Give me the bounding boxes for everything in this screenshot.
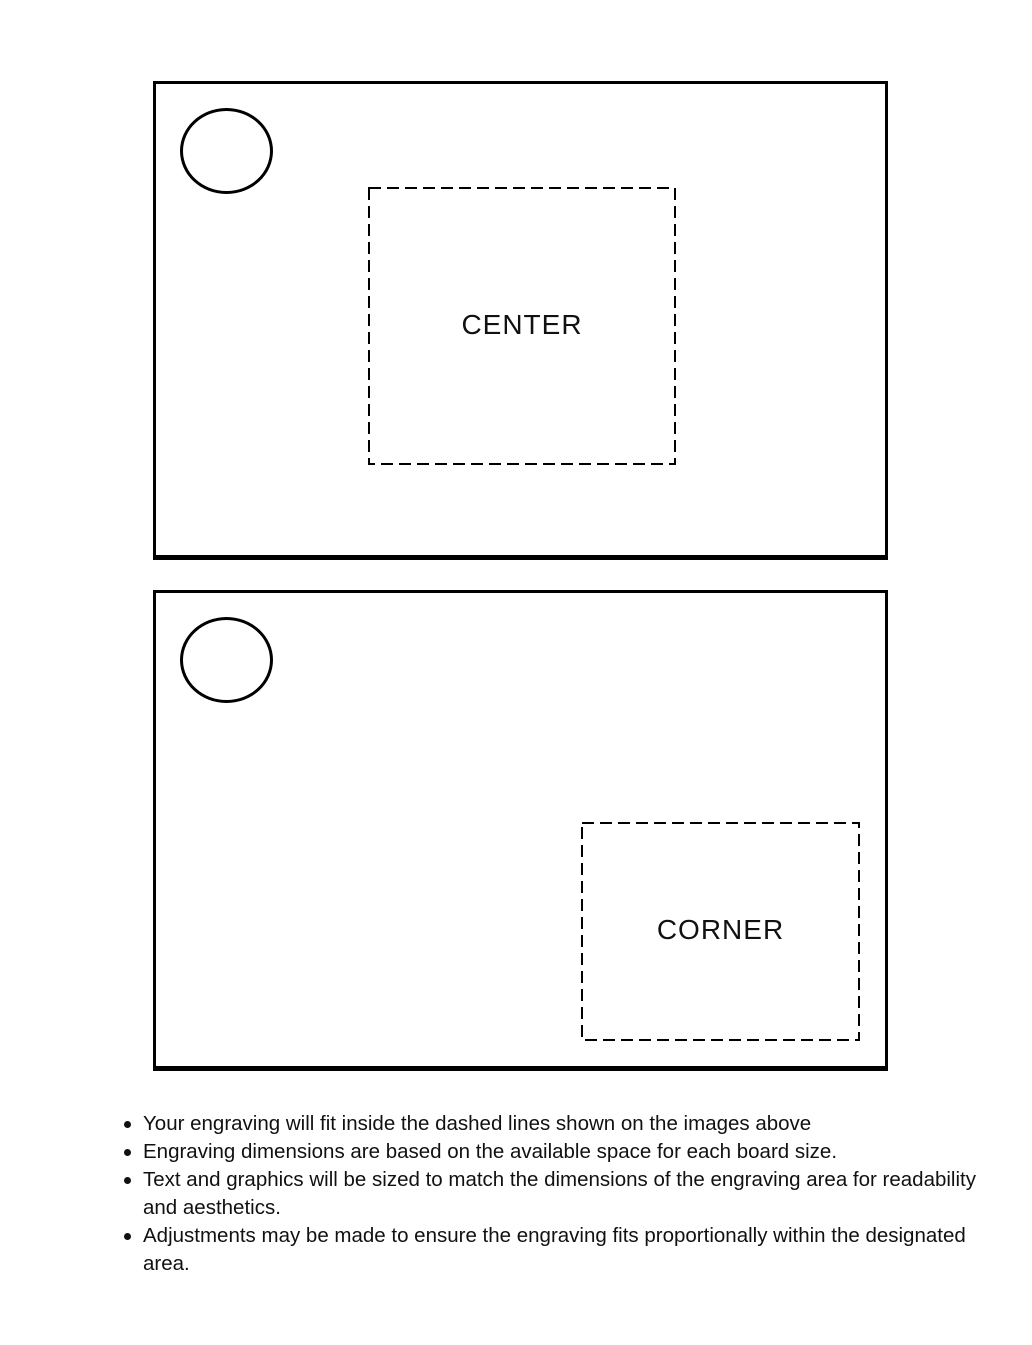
- zone-label-center: CENTER: [461, 309, 583, 340]
- engraving-zone-corner: [581, 822, 860, 1041]
- hanging-hole-icon: [180, 108, 273, 194]
- bullet-icon: [124, 1121, 131, 1128]
- hanging-hole-icon: [180, 617, 273, 703]
- zone-label-corner: CORNER: [656, 914, 785, 945]
- list-item: [120, 1138, 980, 1166]
- list-item: [120, 1222, 980, 1278]
- bullet-icon: [124, 1177, 131, 1184]
- note-text: Text and graphics will be sized to match the dimensions of the engraving area for readability and aesthetics.: [143, 1168, 976, 1219]
- bullet-icon: [124, 1149, 131, 1156]
- list-item: [120, 1166, 980, 1222]
- engraving-notes-list: [120, 1110, 980, 1278]
- note-text: Your engraving will fit inside the dashed lines shown on the images above: [143, 1112, 812, 1135]
- cutting-board-corner-diagram: [153, 590, 888, 1071]
- note-text: Adjustments may be made to ensure the engraving fits proportionally within the designated area.: [143, 1224, 966, 1275]
- note-text: Engraving dimensions are based on the available space for each board size.: [143, 1140, 838, 1163]
- bullet-icon: [124, 1233, 131, 1240]
- engraving-zone-center: [368, 187, 676, 465]
- list-item: [120, 1110, 980, 1138]
- cutting-board-center-diagram: [153, 81, 888, 560]
